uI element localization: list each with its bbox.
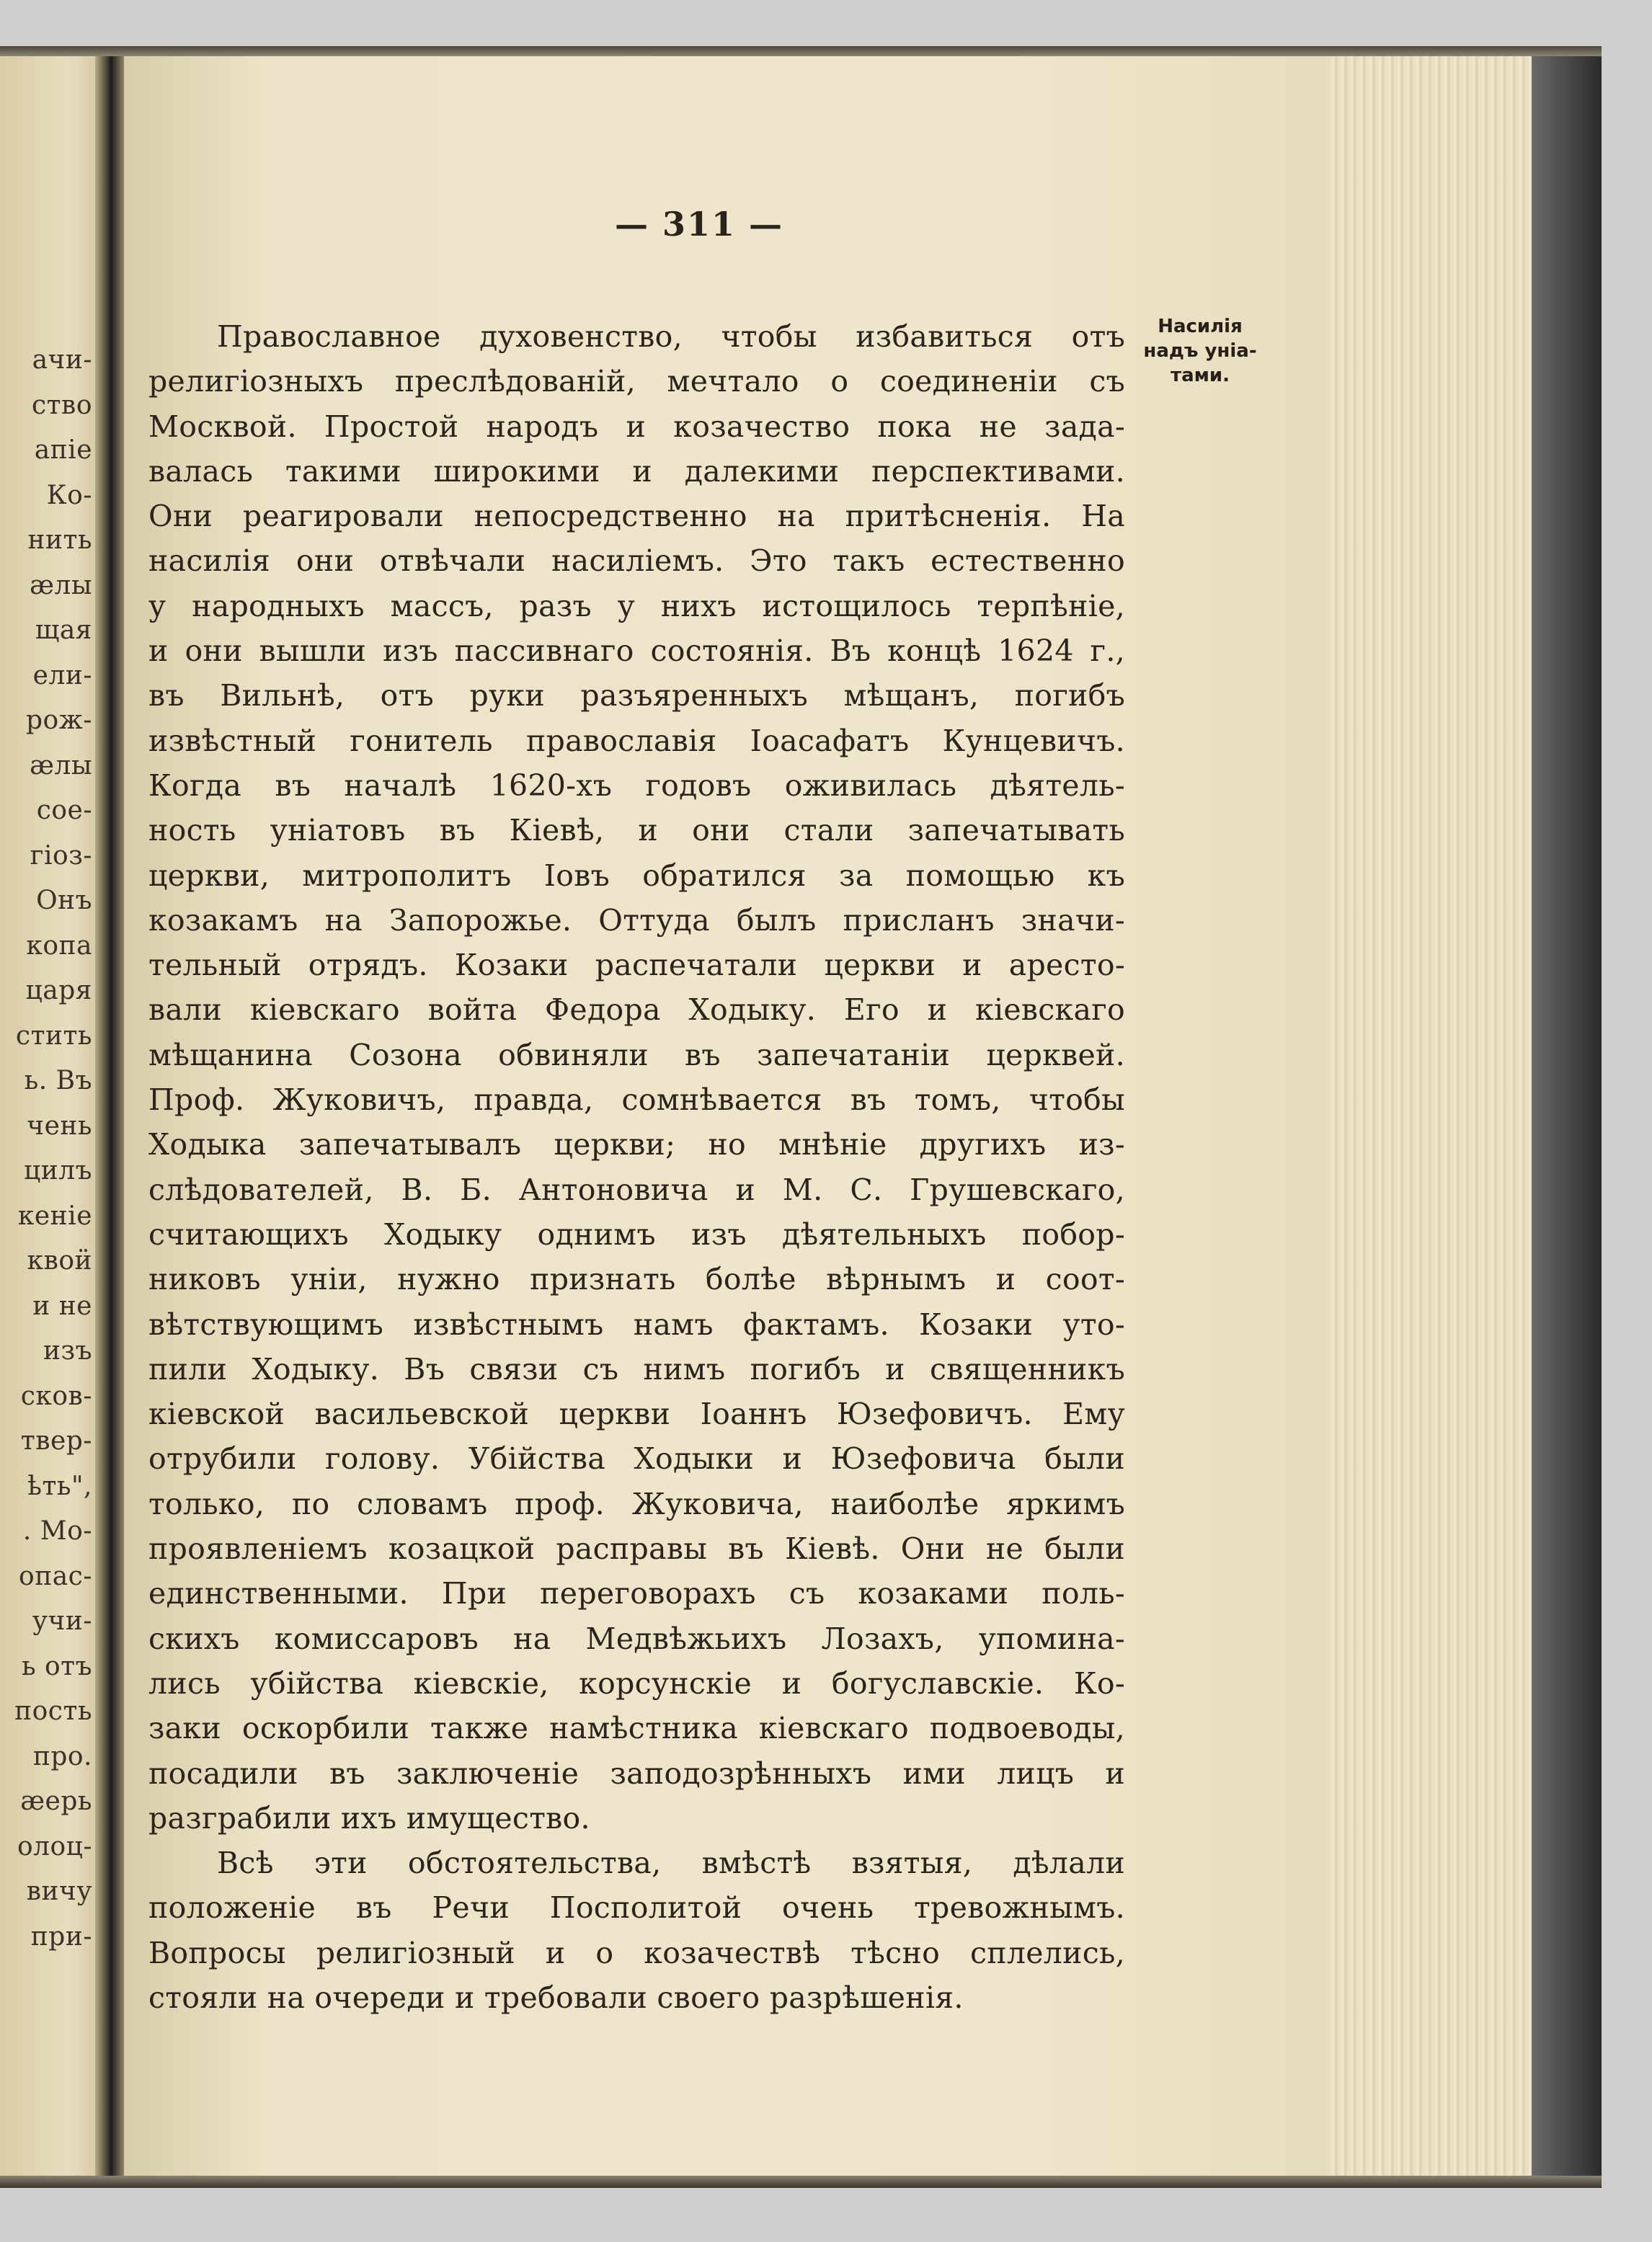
left-page-fragment: изъ: [43, 1336, 92, 1366]
left-page-fragment: пость: [14, 1696, 92, 1726]
left-page-fragment: олоц-: [17, 1831, 92, 1861]
left-page-fragment: царя: [25, 976, 92, 1005]
left-page-fragment: кеніе: [17, 1201, 92, 1231]
text-line: Когда въ началѣ 1620-хъ годовъ оживилась дѣятель-: [148, 768, 1125, 803]
text-line: вѣтствующимъ извѣстнымъ намъ фактамъ. Козаки уто-: [148, 1307, 1125, 1342]
left-page-fragment: чень: [27, 1111, 92, 1141]
left-page-fragment: гіоз-: [30, 840, 92, 871]
text-line: валась такими широкими и далекими перспективами.: [148, 453, 1125, 489]
left-page-fragment: . Мо-: [22, 1516, 92, 1546]
text-line: пили Ходыку. Въ связи съ нимъ погибъ и священникъ: [148, 1351, 1125, 1387]
scanned-book-spread: [0, 46, 1602, 2188]
text-line: вали кіевскаго войта Федора Ходыку. Его и кіевскаго: [148, 992, 1125, 1028]
left-page-fragment: ҍть",: [27, 1471, 92, 1501]
text-line: Всѣ эти обстоятельства, вмѣстѣ взятыя, дѣлали: [217, 1846, 1125, 1881]
left-page-fragment: учи-: [32, 1606, 92, 1636]
left-page-fragment: ӕлы: [30, 750, 92, 780]
text-line: козакамъ на Запорожье. Оттуда былъ присланъ значи-: [148, 902, 1125, 938]
left-page-fragment: ели-: [32, 660, 92, 690]
text-line: проявленіемъ козацкой расправы въ Кіевѣ. Они не были: [148, 1531, 1125, 1567]
left-page-fragment: сков-: [20, 1381, 92, 1411]
left-page-fragment: Онъ: [36, 886, 92, 915]
top-shadow-band: [0, 46, 1602, 56]
left-page-fragment: при-: [30, 1921, 92, 1952]
left-page-fragment: щая: [35, 615, 92, 645]
text-line: въ Вильнѣ, отъ руки разъяренныхъ мѣщанъ, погибъ: [148, 678, 1125, 713]
text-line: и они вышли изъ пассивнаго состоянія. Въ концѣ 1624 г.,: [148, 633, 1125, 669]
text-line: ность уніатовъ въ Кіевѣ, и они стали запечатывать: [148, 813, 1125, 848]
text-line: считающихъ Ходыку однимъ изъ дѣятельныхъ побор-: [148, 1216, 1125, 1252]
text-line: отрубили голову. Убійства Ходыки и Юзефовича были: [148, 1441, 1125, 1477]
text-line: стояли на очереди и требовали своего разрѣшенія.: [148, 1980, 964, 2015]
left-page-fragment: копа: [26, 930, 92, 961]
text-line: положеніе въ Речи Посполитой очень тревожнымъ.: [148, 1890, 1125, 1926]
left-page-fragment: стить: [15, 1020, 92, 1051]
text-line: Православное духовенство, чтобы избавиться отъ: [217, 319, 1125, 354]
text-line: слѣдователей, В. Б. Антоновича и М. С. Грушевскаго,: [148, 1172, 1125, 1207]
margin-note-line: Насилія: [1158, 316, 1243, 337]
left-page-fragment: ӕлы: [30, 570, 92, 600]
page-number: — 311 —: [614, 205, 784, 244]
text-line: только, по словамъ проф. Жуковича, наиболѣе яркимъ: [148, 1486, 1125, 1521]
margin-note: [1128, 314, 1272, 388]
left-page-fragment: и не: [32, 1291, 92, 1321]
book-gutter: [95, 46, 124, 2188]
text-line: разграбили ихъ имущество.: [148, 1800, 590, 1836]
left-page-fragment: ь отъ: [21, 1651, 92, 1681]
text-line: мѣщанина Созона обвиняли въ запечатаніи церквей.: [148, 1037, 1125, 1072]
left-page-fragment: ӕерь: [20, 1787, 92, 1816]
left-page-fragment: опас-: [19, 1561, 92, 1591]
text-line: Проф. Жуковичъ, правда, сомнѣвается въ томъ, чтобы: [148, 1082, 1125, 1118]
left-page-fragment: сое-: [36, 796, 92, 825]
text-line: никовъ уніи, нужно признать болѣе вѣрнымъ и соот-: [148, 1262, 1125, 1297]
left-page-fragment: квоӥ: [27, 1246, 92, 1276]
left-page-fragment: Ко-: [46, 480, 92, 510]
body-text: [148, 314, 1125, 2020]
text-line: Ходыка запечатывалъ церкви; но мнѣніе другихъ из-: [148, 1127, 1125, 1162]
text-line: Они реагировали непосредственно на притѣсненія. На: [148, 499, 1125, 534]
page-edges: [1330, 46, 1532, 2188]
margin-note-line: надъ уніа-: [1143, 340, 1257, 362]
text-line: кіевской васильевской церкви Іоаннъ Юзефовичъ. Ему: [148, 1397, 1125, 1432]
text-line: единственными. При переговорахъ съ козаками поль-: [148, 1576, 1125, 1611]
text-line: религіозныхъ преслѣдованій, мечтало о соединеніи съ: [148, 364, 1125, 399]
background-strip: [1532, 46, 1602, 2188]
bottom-shadow-band: [0, 2176, 1602, 2188]
text-line: Москвой. Простой народъ и козачество пока не зада-: [148, 409, 1125, 444]
text-line: церкви, митрополитъ Іовъ обратился за помощью къ: [148, 858, 1125, 893]
text-line: Вопросы религіозный и о козачествѣ тѣсно сплелись,: [148, 1935, 1125, 1970]
text-line: у народныхъ массъ, разъ у нихъ истощилось терпѣніе,: [148, 588, 1125, 623]
left-page-fragment: ство: [31, 390, 92, 420]
text-line: лись убійства кіевскіе, корсунскіе и богуславскіе. Ко-: [148, 1665, 1125, 1701]
text-line: извѣстный гонитель православія Іоасафатъ Кунцевичъ.: [148, 723, 1125, 758]
left-page-fragment: цилъ: [24, 1156, 92, 1185]
text-line: заки оскорбили также намѣстника кіевскаго подвоеводы,: [148, 1711, 1125, 1746]
left-page-text-fragments: [0, 338, 92, 1959]
left-page-fragment: вичу: [26, 1877, 92, 1906]
text-line: тельный отрядъ. Козаки распечатали церкви и аресто-: [148, 948, 1125, 983]
left-page-fragment: рож-: [26, 706, 92, 735]
margin-note-line: тами.: [1171, 365, 1230, 386]
left-page-fragment: твер-: [20, 1426, 92, 1456]
left-page-fragment: про.: [32, 1741, 92, 1771]
left-page-fragment: ачи-: [32, 345, 92, 375]
text-line: посадили въ заключеніе заподозрѣнныхъ ими лицъ и: [148, 1756, 1125, 1791]
left-page-fragment: ь. Въ: [24, 1066, 92, 1095]
text-line: скихъ комиссаровъ на Медвѣжьихъ Лозахъ, упомина-: [148, 1621, 1125, 1656]
text-line: насилія они отвѣчали насиліемъ. Это такъ естественно: [148, 543, 1125, 579]
left-page-fragment: апіе: [34, 435, 92, 465]
left-page-fragment: нить: [27, 525, 92, 555]
